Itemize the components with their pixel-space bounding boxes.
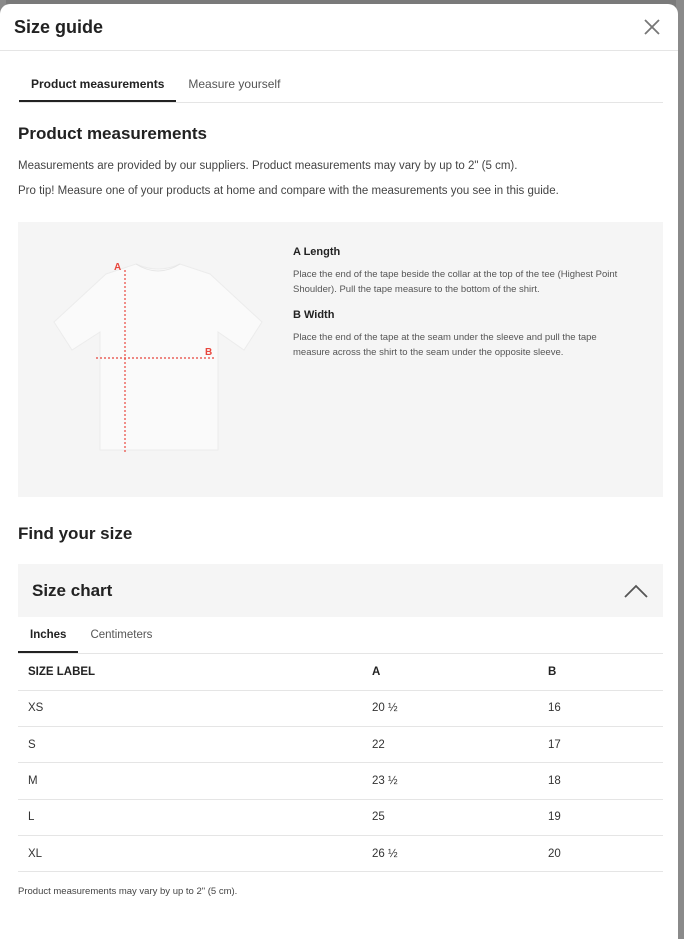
table-row	[18, 763, 663, 799]
tab-inches[interactable]: Inches	[18, 617, 78, 653]
size-chart-footnote: Product measurements may vary by up to 2" (5 cm).	[18, 886, 238, 898]
unit-tabs	[18, 617, 663, 654]
size-label-cell: XS	[18, 690, 362, 726]
pro-tip-note: Pro tip! Measure one of your products at home and compare with the measurements you see in this guide.	[18, 185, 559, 197]
width-title: B Width	[293, 309, 335, 321]
tshirt-outline	[54, 264, 262, 450]
modal-title: Size guide	[14, 16, 104, 37]
a-value-cell: 23 ½	[362, 763, 538, 799]
size-label-cell: M	[18, 763, 362, 799]
size-chart-accordion[interactable]	[18, 564, 663, 617]
b-value-cell: 17	[538, 727, 663, 763]
tab-measure-yourself[interactable]: Measure yourself	[188, 77, 281, 91]
a-value-cell: 22	[362, 727, 538, 763]
width-description: Place the end of the tape at the seam under the sleeve and pull the tape measure across the shirt to the seam under the opposite sleeve.	[293, 332, 597, 358]
length-title: A Length	[293, 246, 341, 258]
find-your-size-heading: Find your size	[18, 524, 133, 543]
measurements-note: Measurements are provided by our suppliers. Product measurements may vary by up to 2" (5 cm).	[18, 160, 518, 172]
modal-header	[0, 4, 678, 51]
tab-centimeters[interactable]: Centimeters	[90, 629, 153, 641]
column-header-b: B	[538, 654, 663, 690]
measurement-instructions	[293, 246, 633, 372]
close-button[interactable]	[642, 17, 662, 37]
measurement-diagram-panel	[18, 222, 663, 497]
size-label-cell: S	[18, 727, 362, 763]
a-value-cell: 26 ½	[362, 835, 538, 871]
size-table	[18, 654, 663, 872]
length-description: Place the end of the tape beside the collar at the top of the tee (Highest Point Shoulder). Pull the tape measure to the bottom of the shirt.	[293, 269, 618, 295]
size-label-cell: L	[18, 799, 362, 835]
column-header-a: A	[362, 654, 538, 690]
table-row	[18, 799, 663, 835]
b-value-cell: 19	[538, 799, 663, 835]
chevron-up-icon[interactable]	[623, 583, 649, 599]
close-icon	[642, 17, 662, 37]
table-row	[18, 690, 663, 726]
size-guide-modal	[0, 4, 678, 939]
marker-a-label: A	[114, 262, 122, 273]
table-row	[18, 727, 663, 763]
guide-tabs	[19, 69, 663, 103]
tshirt-diagram	[48, 252, 268, 462]
table-row	[18, 835, 663, 871]
product-measurements-heading: Product measurements	[18, 124, 207, 143]
b-value-cell: 16	[538, 690, 663, 726]
b-value-cell: 18	[538, 763, 663, 799]
marker-b-label: B	[205, 347, 213, 358]
size-chart-title: Size chart	[32, 580, 113, 600]
a-value-cell: 25	[362, 799, 538, 835]
b-value-cell: 20	[538, 835, 663, 871]
a-value-cell: 20 ½	[362, 690, 538, 726]
tab-product-measurements[interactable]: Product measurements	[19, 69, 176, 102]
column-header-size-label: SIZE LABEL	[18, 654, 362, 690]
table-header-row	[18, 654, 663, 690]
size-label-cell: XL	[18, 835, 362, 871]
